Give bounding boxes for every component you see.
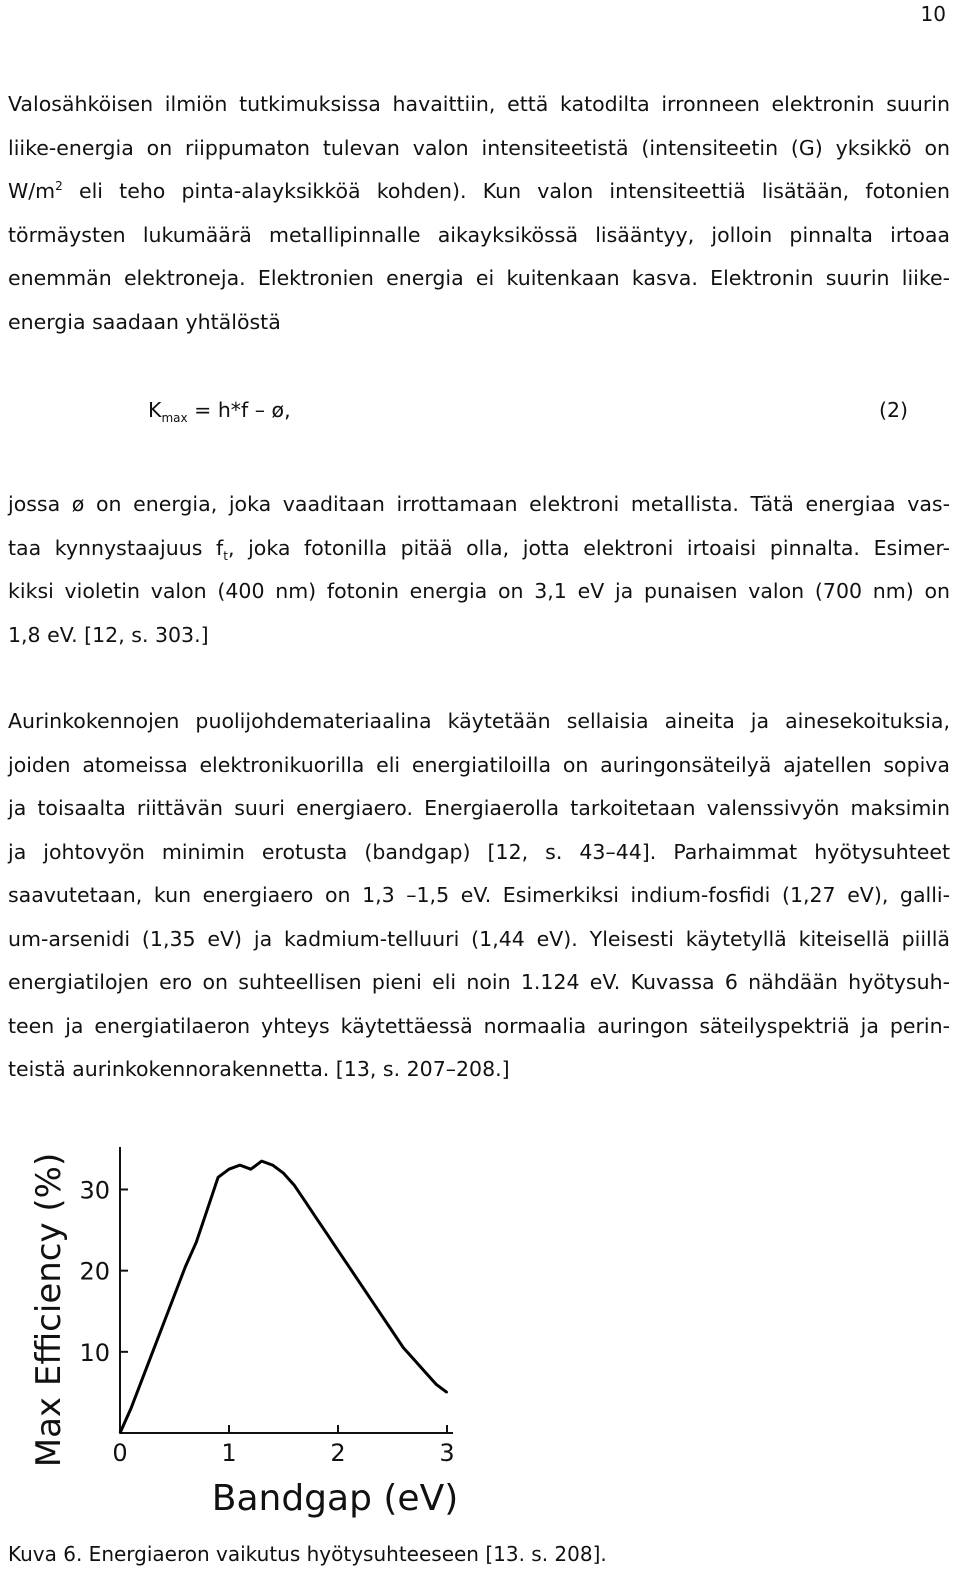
data-point (217, 1176, 219, 1178)
data-point (130, 1408, 132, 1410)
text-line (8, 527, 950, 571)
text-line: jossa ø on energia, joka vaaditaan irrottamaan elektroni metallista. Tätä energiaa vas- (8, 492, 950, 516)
text-line: teen ja energiatilaeron yhteys käytettäessä normaalia auringon säteilyspektriä ja perin- (8, 1013, 950, 1038)
data-point (141, 1379, 143, 1381)
unit-exponent: 2 (55, 179, 63, 194)
chart-svg (20, 1135, 500, 1525)
text-line: joiden atomeissa elektronikuorilla eli energiatiloilla on auringonsäteilyä ajatellen sopiva (8, 752, 950, 777)
data-point (261, 1160, 263, 1162)
text-segment: taa kynnystaajuus f (8, 535, 224, 560)
data-point (304, 1201, 306, 1203)
data-point (370, 1298, 372, 1300)
data-point (435, 1383, 437, 1385)
data-point (315, 1217, 317, 1219)
threshold-subscript: t (223, 548, 228, 563)
data-point (250, 1168, 252, 1170)
data-point (413, 1359, 415, 1361)
text-line: liike-energia on riippumaton tulevan valon intensiteetistä (intensiteetin (G) yksikkö on (8, 135, 950, 160)
figure-caption: Kuva 6. Energiaeron vaikutus hyötysuhteeseen [13. s. 208]. (8, 1542, 607, 1566)
data-point (174, 1294, 176, 1296)
data-point (163, 1322, 165, 1324)
text-line: saavutetaan, kun energiaero on 1,3 –1,5 eV. Esimerkiksi indium-fosfidi (1,27 eV), galli- (8, 883, 950, 907)
paragraph-photoelectric (8, 83, 950, 344)
unit-base: W/m (8, 179, 56, 203)
x-tick-label: 0 (112, 1439, 128, 1467)
data-point (402, 1347, 404, 1349)
y-tick-label: 20 (79, 1257, 110, 1286)
text-line: kiksi violetin valon (400 nm) fotonin energia on 3,1 eV ja punaisen valon (700 nm) on (8, 579, 950, 603)
text-line: um-arsenidi (1,35 eV) ja kadmium-telluuri (1,44 eV). Yleisesti käytetyllä kiteisellä piillä (8, 926, 950, 951)
data-point (446, 1391, 448, 1393)
data-point (359, 1282, 361, 1284)
y-axis-label: Max Efficiency (%) (29, 1152, 69, 1468)
equation-k: K (148, 398, 162, 422)
data-point (206, 1209, 208, 1211)
x-tick-label: 3 (439, 1439, 455, 1467)
data-point (184, 1266, 186, 1268)
equation-number: (2) (878, 398, 908, 422)
data-point (283, 1172, 285, 1174)
data-point (228, 1168, 230, 1170)
data-point (381, 1314, 383, 1316)
data-point (337, 1249, 339, 1251)
text-line: energiatilojen ero on suhteellisen pieni eli noin 1.124 eV. Kuvassa 6 nähdään hyötysuh- (8, 970, 950, 994)
data-point (326, 1233, 328, 1235)
y-tick-label: 30 (79, 1176, 110, 1205)
data-point (348, 1266, 350, 1268)
y-tick-label: 10 (79, 1338, 110, 1367)
text-segment: eli teho pinta-alayksikköä kohden). Kun valon intensiteettiä lisätään, fotonien (78, 179, 950, 203)
text-line: törmäysten lukumäärä metallipinnalle aikayksikössä lisääntyy, jolloin pinnalta irtoaa (8, 222, 950, 247)
equation-rhs: = h*f – ø, (187, 398, 291, 422)
text-segment: , joka fotonilla pitää olla, jotta elektroni irtoaisi pinnalta. Esimer- (227, 535, 950, 560)
text-line: ja toisaalta riittävän suuri energiaero. Energiaerolla tarkoitetaan valenssivyön maksimin (8, 796, 950, 820)
text-line: ja johtovyön minimin erotusta (bandgap) [12, s. 43–44]. Parhaimmat hyötysuhteet (8, 839, 950, 864)
text-line: 1,8 eV. [12, s. 303.] (8, 622, 209, 647)
text-line (8, 170, 950, 214)
page-number: 10 (920, 2, 946, 26)
paragraph-work-function (8, 483, 950, 657)
text-line: Valosähköisen ilmiön tutkimuksissa havaittiin, että katodilta irronneen elektronin suurin (8, 92, 950, 116)
text-line: enemmän elektroneja. Elektronien energia ei kuitenkaan kasva. Elektronin suurin liike- (8, 266, 950, 290)
data-point (119, 1432, 121, 1434)
x-tick-label: 1 (221, 1439, 237, 1467)
data-point (195, 1241, 197, 1243)
x-axis-label: Bandgap (eV) (211, 1478, 459, 1519)
data-point (272, 1164, 274, 1166)
data-point (424, 1371, 426, 1373)
text-line: Aurinkokennojen puolijohdemateriaalina käytetään sellaisia aineita ja ainesekoituksia, (8, 709, 950, 733)
data-point (392, 1331, 394, 1333)
text-line: teistä aurinkokennorakennetta. [13, s. 207–208.] (8, 1057, 510, 1081)
text-line: energia saadaan yhtälöstä (8, 309, 281, 334)
data-point (239, 1164, 241, 1166)
x-tick-label: 2 (330, 1439, 346, 1467)
paragraph-bandgap (8, 700, 950, 1092)
efficiency-chart (20, 1135, 500, 1525)
data-point (152, 1351, 154, 1353)
equation-2 (148, 398, 908, 426)
data-point (293, 1184, 295, 1186)
equation-subscript: max (161, 411, 188, 426)
